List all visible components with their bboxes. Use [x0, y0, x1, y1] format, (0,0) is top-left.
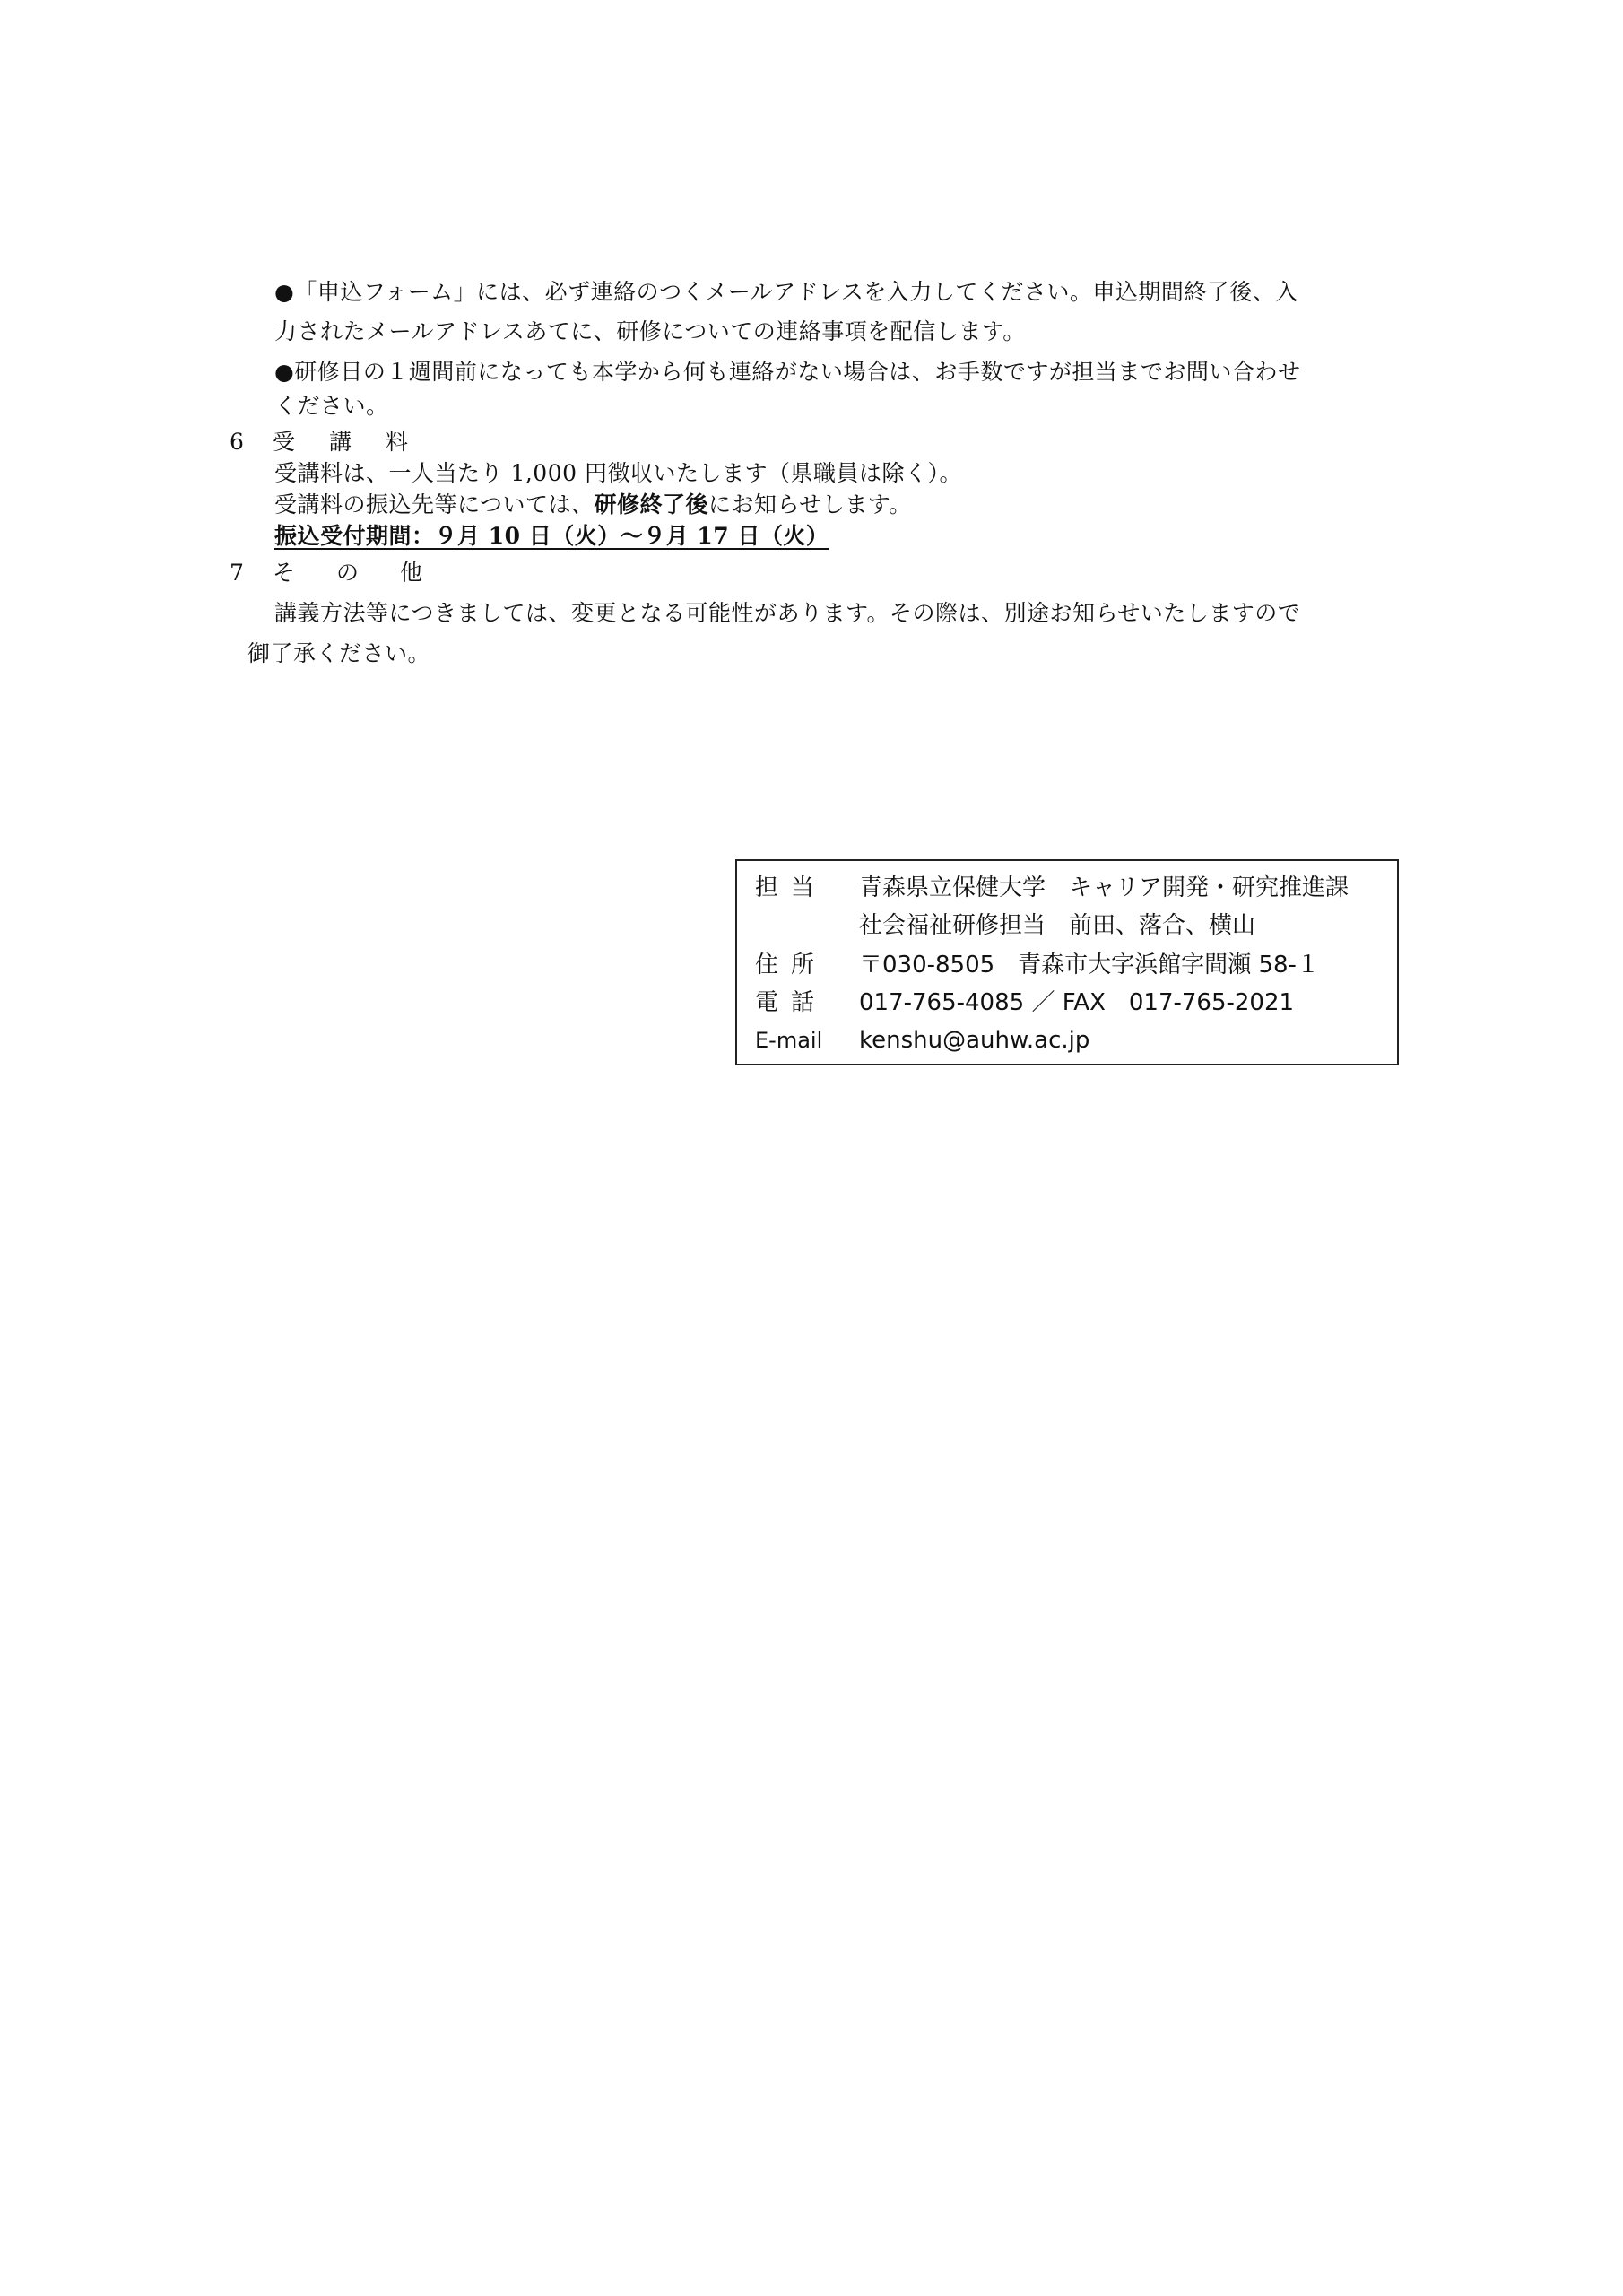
contact-phone-value: 017-765-4085 ／ FAX 017-765-2021 [859, 989, 1295, 1016]
section-6-transfer-bold: 研修終了後 [594, 491, 709, 517]
note-1-line-2: 力されたメールアドレスあてに、研修についての連絡事項を配信します。 [274, 318, 1026, 344]
contact-person-value-1: 青森県立保健大学 キャリア開発・研究推進課 [859, 874, 1350, 901]
contact-person-value-2: 社会福祉研修担当 前田、落合、横山 [859, 912, 1256, 939]
section-6-transfer-before: 受講料の振込先等については、 [274, 491, 595, 517]
section-7-title: その他 [273, 560, 464, 586]
section-7-line-2: 御了承ください。 [247, 640, 431, 666]
note-2-line-1: ●研修日の１週間前になっても本学から何も連絡がない場合は、お手数ですが担当までお問い合わせ [274, 359, 1301, 385]
section-7-number: 7 [230, 560, 244, 586]
contact-person-label: 担当 [755, 874, 828, 901]
contact-phone-label: 電話 [755, 989, 828, 1016]
contact-email-label: E-mail [755, 1028, 823, 1053]
section-6-transfer-info [274, 490, 912, 520]
section-7-line-1: 講義方法等につきましては、変更となる可能性があります。その際は、別途お知らせいたしますので [274, 600, 1301, 626]
contact-box [735, 859, 1399, 1065]
section-6-fee-text: 受講料は、一人当たり 1,000 円徴収いたします（県職員は除く）。 [274, 460, 962, 486]
contact-email-value[interactable]: kenshu@auhw.ac.jp [859, 1027, 1090, 1054]
section-6-transfer-after: にお知らせします。 [708, 491, 912, 517]
section-6-number: 6 [230, 429, 244, 455]
contact-address-label: 住所 [755, 952, 828, 978]
contact-address-value: 〒030-8505 青森市大字浜館字間瀬 58-１ [859, 952, 1320, 978]
section-6-payment-period: 振込受付期間：９月 10 日（火）～９月 17 日（火） [274, 523, 829, 549]
section-6-title: 受講料 [273, 429, 443, 455]
section-7-heading [230, 558, 588, 588]
note-1-line-1: ●「申込フォーム」には、必ず連絡のつくメールアドレスを入力してください。申込期間終了後、入 [274, 279, 1298, 305]
note-2-line-2: ください。 [274, 393, 389, 419]
section-6-heading [230, 427, 588, 457]
